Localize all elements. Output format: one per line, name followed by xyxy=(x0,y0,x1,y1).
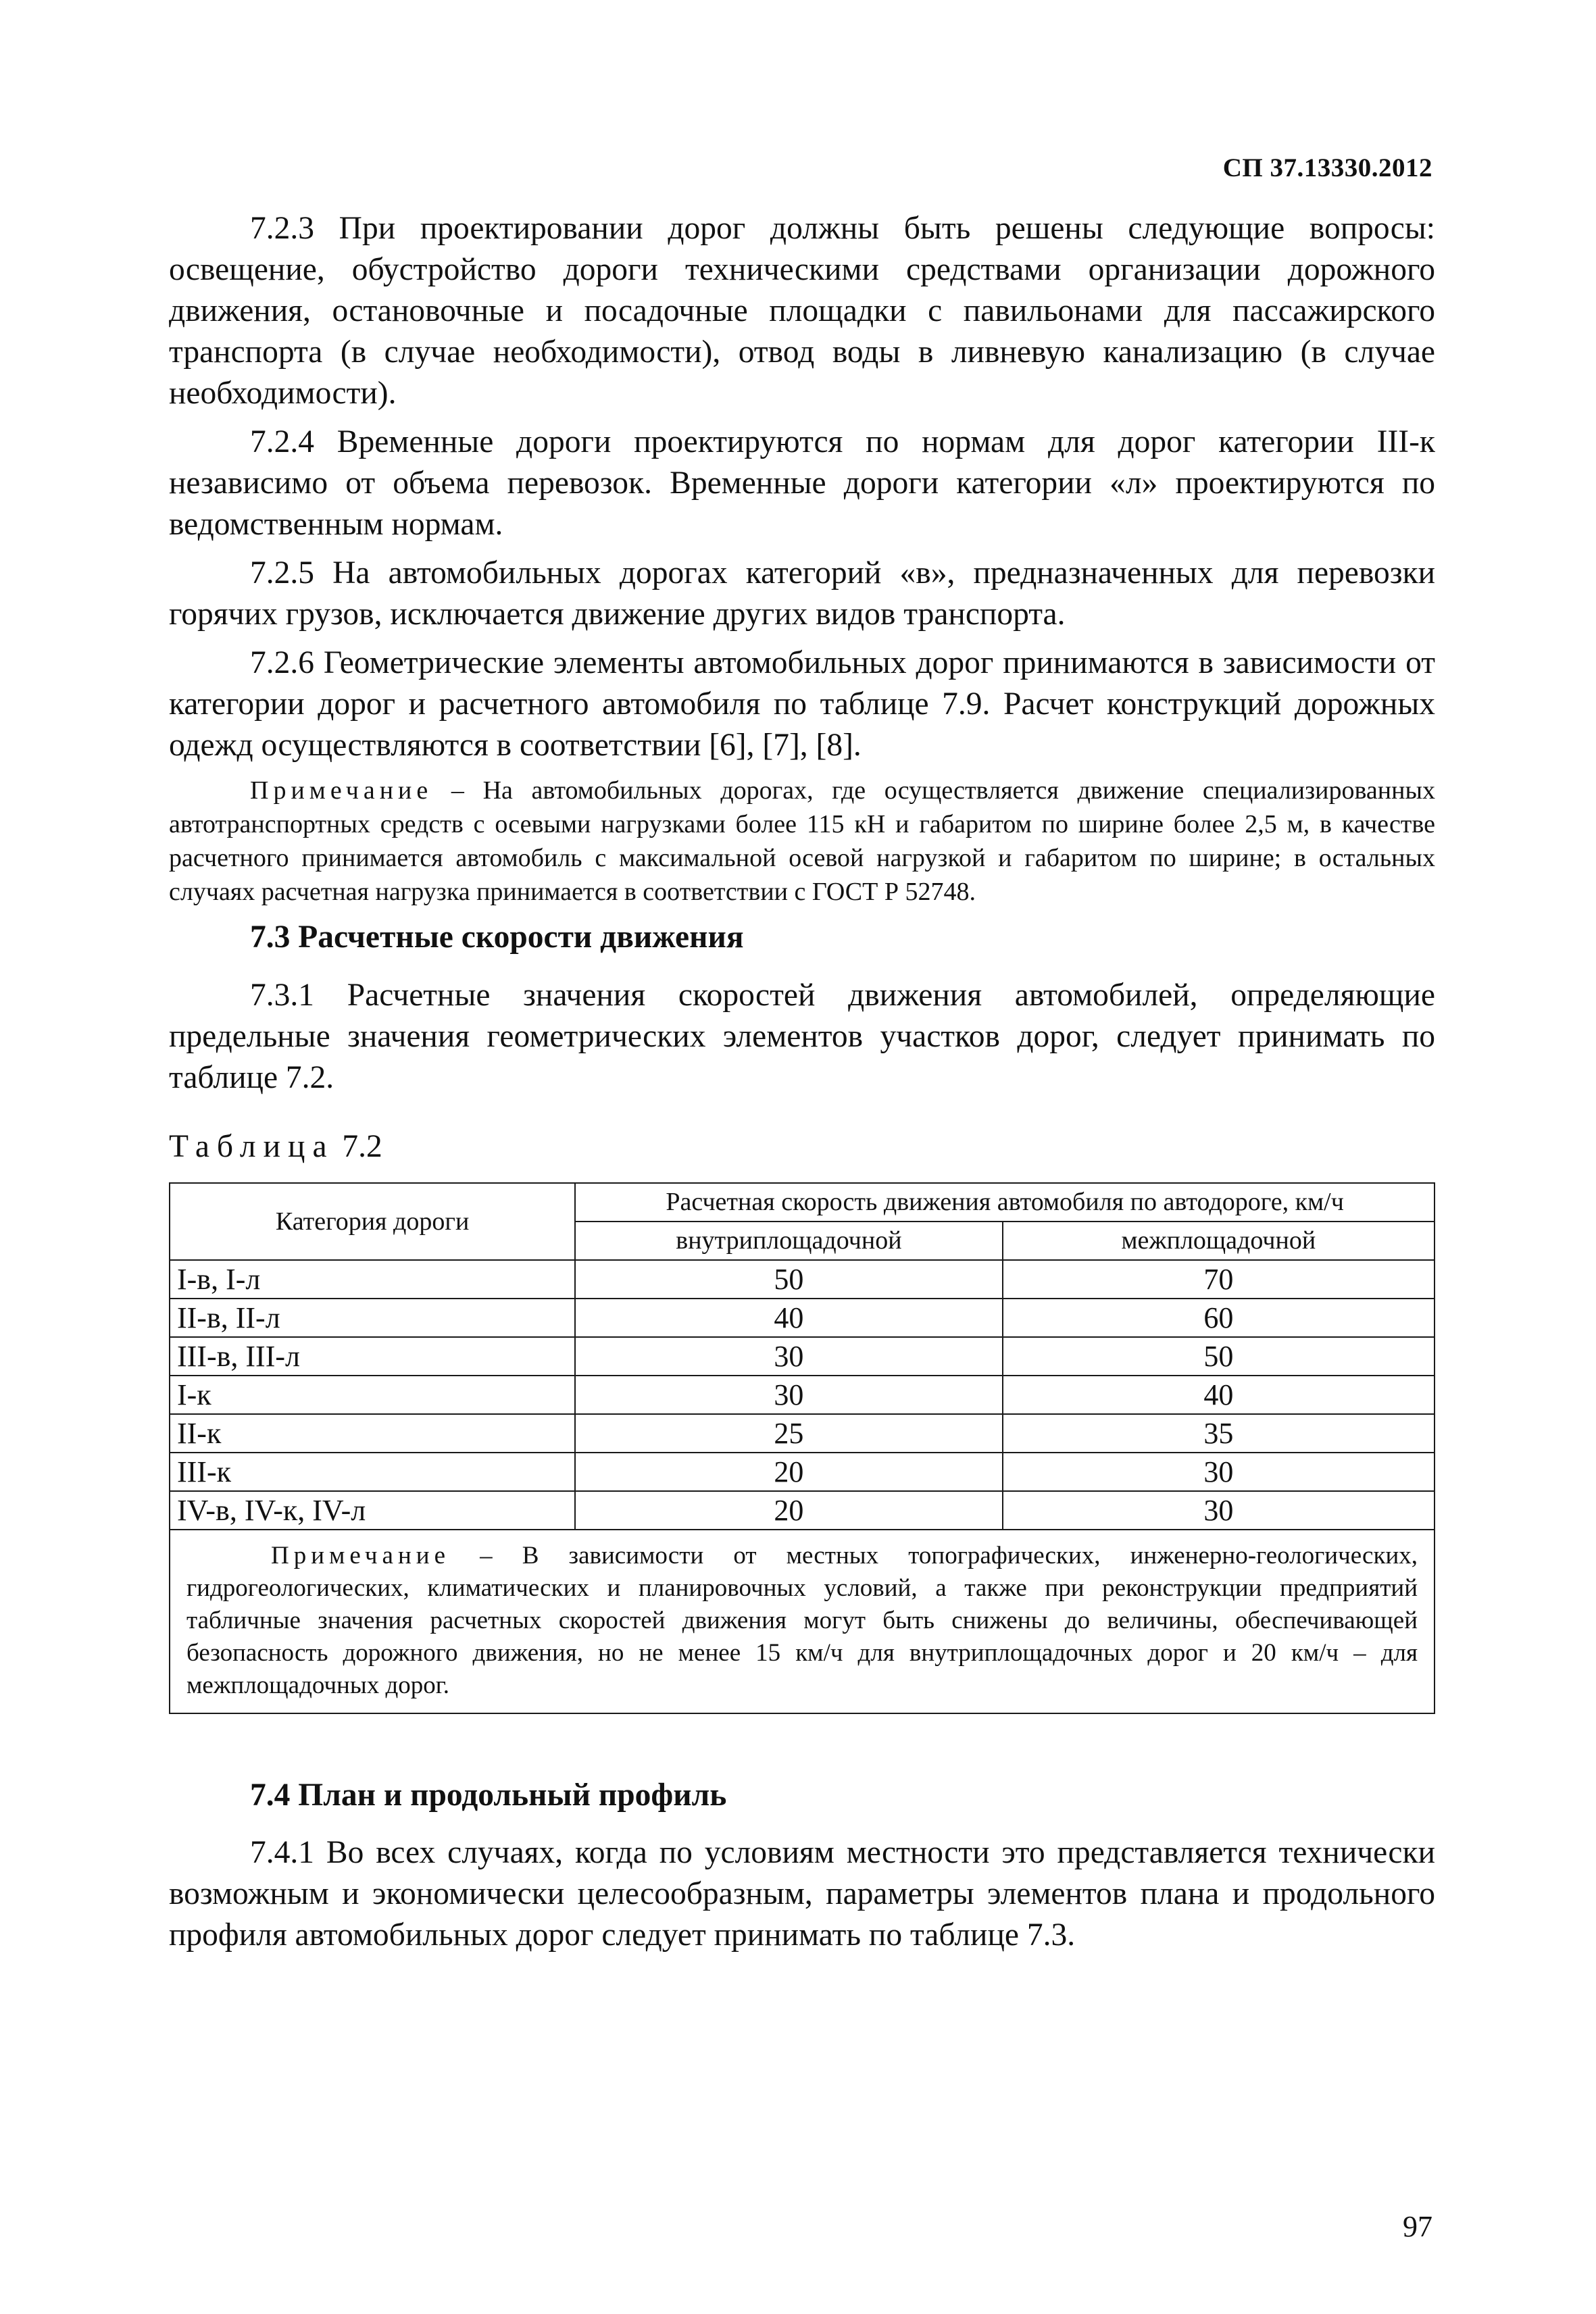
table-row xyxy=(170,1376,1435,1414)
section-7-3-text xyxy=(169,975,1435,1106)
table-row xyxy=(170,1414,1435,1453)
cell-category: III-в, III-л xyxy=(170,1337,575,1376)
header-inside: внутриплощадочной xyxy=(575,1222,1002,1260)
table-row xyxy=(170,1299,1435,1337)
cell-between: 30 xyxy=(1003,1453,1435,1491)
table-caption-word: Таблица xyxy=(169,1129,334,1164)
table-row xyxy=(170,1260,1435,1299)
table-caption-number: 7.2 xyxy=(334,1129,382,1164)
cell-category: I-в, I-л xyxy=(170,1260,575,1299)
header-between: межплощадочной xyxy=(1003,1222,1435,1260)
table-note-text: – В зависимости от местных топографических, инженерно-геологических, гидрогеологических, климатических и планировочных условий, а также при реконструкции предприятий табличные значения расчетных скоростей движения могут быть снижены до величины, обеспечивающей безопасность дорожного движения, но не менее 15 км/ч для внутриплощадочных дорог и 20 км/ч – для межплощадочных дорог. xyxy=(186,1542,1418,1699)
cell-category: II-в, II-л xyxy=(170,1299,575,1337)
page-number: 97 xyxy=(1403,2210,1432,2243)
table-row xyxy=(170,1337,1435,1376)
cell-between: 30 xyxy=(1003,1491,1435,1530)
paragraph-7-3-1: 7.3.1 Расчетные значения скоростей движения автомобилей, определяющие предельные значения геометрических элементов участков дорог, следует принимать по таблице 7.2. xyxy=(169,978,1435,1095)
paragraph-7-4-1: 7.4.1 Во всех случаях, когда по условиям местности это представляется технически возможным и экономически целесообразным, параметры элементов плана и продольного профиля автомобильных дорог следует принимать по таблице 7.3. xyxy=(169,1835,1435,1953)
table-note-row xyxy=(170,1530,1435,1713)
paragraph-7-2-6: 7.2.6 Геометрические элементы автомобильных дорог принимаются в зависимости от категории дорог и расчетного автомобиля по таблице 7.9. Расчет конструкций дорожных одежд осуществляются в соответствии [6], [7], [8]. xyxy=(169,645,1435,763)
cell-between: 40 xyxy=(1003,1376,1435,1414)
note-text: – На автомобильных дорогах, где осуществляется движение специализированных автотранспортных средств с осевыми нагрузками более 115 кН и габаритом по ширине более 2,5 м, в качестве расчетного принимается автомобиль с максимальной осевой нагрузкой и габаритом по ширине; в остальных случаях расчетная нагрузка принимается в соответствии с ГОСТ Р 52748. xyxy=(169,776,1435,906)
section-7-4-text xyxy=(169,1832,1435,1963)
cell-between: 35 xyxy=(1003,1414,1435,1453)
paragraph-7-2-4: 7.2.4 Временные дороги проектируются по нормам для дорог категории III-к независимо от объема перевозок. Временные дороги категории «л» проектируются по ведомственным нормам. xyxy=(169,424,1435,542)
cell-category: IV-в, IV-к, IV-л xyxy=(170,1491,575,1530)
table-caption xyxy=(169,1128,382,1165)
section-7-3-heading: 7.3 Расчетные скорости движения xyxy=(250,920,744,955)
paragraph-7-2-5: 7.2.5 На автомобильных дорогах категорий «в», предназначенных для перевозки горячих грузов, исключается движение других видов транспорта. xyxy=(169,555,1435,632)
table-row xyxy=(170,1491,1435,1530)
table-row xyxy=(170,1453,1435,1491)
cell-category: II-к xyxy=(170,1414,575,1453)
cell-inside: 30 xyxy=(575,1337,1002,1376)
header-category: Категория дороги xyxy=(170,1183,575,1260)
cell-between: 70 xyxy=(1003,1260,1435,1299)
table-note xyxy=(170,1530,1435,1713)
document-code: СП 37.13330.2012 xyxy=(1222,153,1432,182)
cell-inside: 20 xyxy=(575,1491,1002,1530)
cell-inside: 40 xyxy=(575,1299,1002,1337)
cell-inside: 50 xyxy=(575,1260,1002,1299)
note-7-2 xyxy=(169,774,1435,909)
header-speed: Расчетная скорость движения автомобиля по автодороге, км/ч xyxy=(575,1183,1435,1222)
cell-inside: 20 xyxy=(575,1453,1002,1491)
section-7-4-heading: 7.4 План и продольный профиль xyxy=(250,1778,727,1813)
cell-category: III-к xyxy=(170,1453,575,1491)
cell-inside: 30 xyxy=(575,1376,1002,1414)
paragraph-7-2-3: 7.2.3 При проектировании дорог должны быть решены следующие вопросы: освещение, обустройство дороги техническими средствами организации дорожного движения, остановочные и посадочные площадки с павильонами для пассажирского транспорта (в случае необходимости), отвод воды в ливневую канализацию (в случае необходимости). xyxy=(169,211,1435,411)
note-label: Примечание xyxy=(250,776,433,805)
table-note-label: Примечание xyxy=(271,1542,450,1569)
section-7-2-text xyxy=(169,208,1435,909)
cell-inside: 25 xyxy=(575,1414,1002,1453)
speed-table xyxy=(169,1182,1435,1714)
cell-between: 60 xyxy=(1003,1299,1435,1337)
cell-between: 50 xyxy=(1003,1337,1435,1376)
cell-category: I-к xyxy=(170,1376,575,1414)
